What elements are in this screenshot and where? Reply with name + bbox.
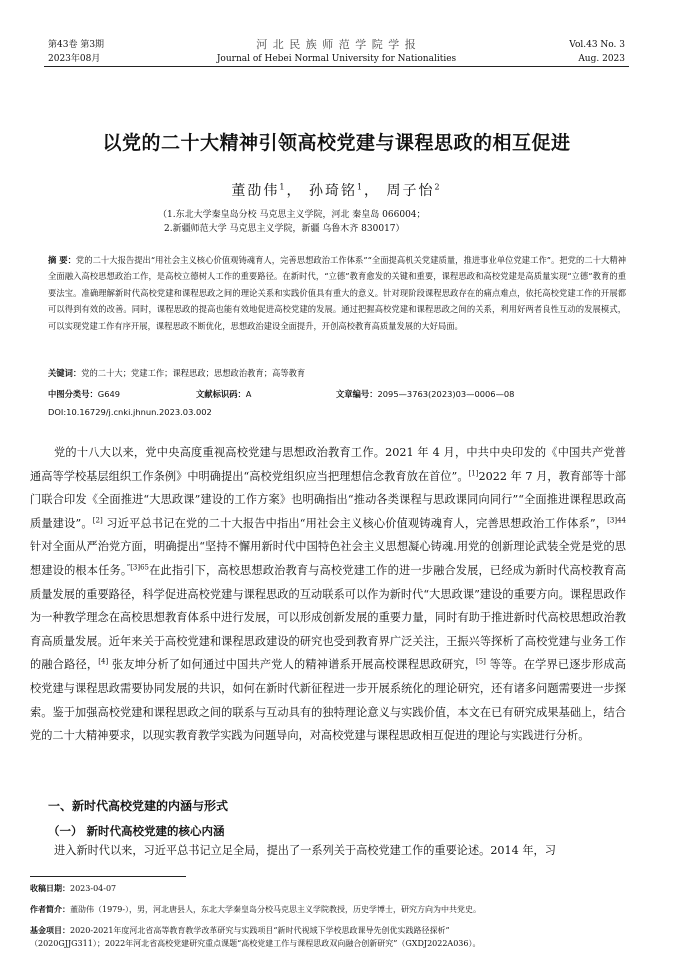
- journal-volume-en: [569, 38, 625, 66]
- fund-label: 基金项目：: [30, 926, 70, 935]
- doc-code-value: A: [245, 389, 252, 399]
- body-paragraph: 进入新时代以来，习近平总书记立足全局，提出了一系列关于高校党建工作的重要论述。2014 年，习: [54, 844, 556, 857]
- author-list: [0, 180, 673, 200]
- intro-body: [30, 441, 626, 748]
- citation: [1]: [468, 468, 479, 477]
- issue-date: 2023年08月: [48, 54, 101, 64]
- section-heading: 一、新时代高校党建的内涵与形式: [48, 799, 229, 813]
- author-bio: 董劭伟（1979-），男，河北唐县人，东北大学秦皇岛分校马克思主义学院教授，历史学博士，研究方向为中共党史。: [70, 905, 482, 914]
- author-affil-mark: 1: [279, 182, 287, 192]
- received-date: 2023-04-07: [70, 884, 117, 893]
- citation: ”[3]65: [126, 563, 150, 572]
- article-number: [336, 388, 514, 400]
- subsection-heading: （一） 新时代高校党建的核心内涵: [48, 824, 225, 838]
- journal-name-en: Journal of Hebei Normal University for Nationalities: [216, 54, 457, 64]
- doc-code-label: 文献标识码：: [196, 389, 246, 399]
- article-number-value: 2095—3763(2023)03—0006—08: [377, 389, 515, 399]
- citation: [5]: [475, 657, 486, 666]
- section-body: [30, 841, 626, 861]
- body-text: 针对全面从严治党方面，明确提出“坚持不懈用新时代中国特色社会主义思想凝心铸魂.用党的创新理论武装全党是党的思想建设的根本任务。: [30, 540, 626, 577]
- affiliations: [158, 208, 426, 236]
- author-bio-label: 作者简介：: [30, 905, 70, 914]
- body-text: 2022 年 7 月，教育部等十部门联合印发《全面推进“大思政课”建设的工作方案》也明确指出“推动各类课程与思政课同向同行”“全面推进课程思政高质量建设”。: [30, 469, 626, 530]
- affiliation-1: （1.东北大学秦皇岛分校 马克思主义学院，河北 秦皇岛 066004；: [158, 210, 426, 220]
- clc-value: G649: [97, 389, 121, 399]
- abstract-text: 党的二十大报告提出“用社会主义核心价值观铸魂育人，完善思想政治工作体系”“全面提高机关党建质量，推进事业单位党建工作”。把党的二十大精神全面融入高校思想政治工作，是高校立德树人工作的重要路径。在新时代，“立德”教育愈发的关键和重要，课程思政和高校党建是高质量实现“立德”教育的重要法宝。准确理解新时代高校党建和课程思政之间的理论关系和实践价值具有重大的意义。针对现阶段课程思政存在的痛点难点，依托高校党建工作的开展都可以得到有效的改善。同时，课程思政的提高也能有效地促进高校党建的发展。通过把握高校党建和课程思政之间的关系，利用好两者良性互动的发展模式，可以实现党建工作有序开展，课程思政不断优化，思想政治建设全面提升，开创高校教育高质量发展的大好局面。: [48, 255, 627, 331]
- intro-paragraph: [30, 441, 626, 748]
- citation: [3]44: [607, 516, 626, 525]
- author-name: 孙琦铭: [308, 183, 357, 199]
- footnote-author: [30, 903, 626, 916]
- keywords-label: 关键词：: [48, 368, 82, 378]
- body-text: 在此指引下，高校思想政治教育与高校党建工作的进一步融合发展，已经成为新时代高校教育高质量发展的重要路径，科学促进高校党建与课程思政的互动联系可以作为新时代“大思政课”建设的重要方向。课程思政作为一种教学理念在高校思想教育体系中进行发展，可以形成创新发展的重要力量，同时有助于推进新时代高校思想政治教育高质量发展。近年来关于高校党建和课程思政建设的研究也受到教育界广泛关注，王振兴等探析了高校党建与业务工作的融合路径，: [30, 563, 626, 672]
- body-text: 张友坤分析了如何通过中国共产党人的精神谱系开展高校课程思政研究，: [108, 658, 476, 672]
- body-text: 党的十八大以来，党中央高度重视高校党建与思想政治教育工作。2021 年 4 月，中共中央印发的《中国共产党普通高等学校基层组织工作条例》中明确提出“高校党组织应当把理想信念教育放在首位”。: [30, 446, 626, 483]
- volume-issue-en: Vol.43 No. 3: [569, 40, 625, 50]
- body-text: 习近平总书记在党的二十大报告中指出“用社会主义核心价值观铸魂育人，完善思想政治工作体系”，: [102, 516, 608, 530]
- author-affil-mark: 2: [434, 182, 442, 192]
- keywords: [48, 367, 305, 379]
- abstract-label: 摘 要：: [48, 255, 76, 265]
- author-separator: ，: [364, 183, 381, 199]
- clc-label: 中图分类号：: [48, 389, 98, 399]
- abstract: [48, 252, 626, 334]
- author-name: 周子怡: [386, 183, 435, 199]
- author-affil-mark: 1: [356, 182, 365, 192]
- fund-line-2: （2020GJJG311）；2022年河北省高校党建研究重点课题“高校党建工作与课程思政双向融合创新研究”（GXDJ2022A036）。: [30, 939, 481, 948]
- journal-name-cn: 河 北 民 族 师 范 学 院 学 报: [256, 38, 417, 51]
- body-text: 等等。在学界已逐步形成高校党建与课程思政需要协同发展的共识，如何在新时代新征程进一步开展系统化的理论研究，还有诸多问题需要进一步探索。鉴于加强高校党建和课程思政之间的联系与互动具有的独特理论意义与实践价值，本文在已有研究成果基础上，结合党的二十大精神要求，以现实教育教学实践为问题导向，对高校党建与课程思政相互促进的理论与实践进行分析。: [30, 658, 626, 743]
- article-title: 以党的二十大精神引领高校党建与课程思政的相互促进: [102, 132, 571, 154]
- document-code: [196, 388, 251, 400]
- footnote-fund: [30, 924, 626, 950]
- fund-line-1: 2020-2021年度河北省高等教育教学改革研究与实践项目“新时代视域下学校思政课导先创优实践路径探析”: [70, 926, 450, 935]
- header-rule: [44, 66, 629, 67]
- footnote-received: [30, 882, 626, 895]
- citation: [2]: [92, 516, 103, 525]
- volume-issue: 第43卷 第3期: [48, 40, 105, 50]
- author-separator: ，: [286, 183, 303, 199]
- article-number-label: 文章编号：: [336, 389, 378, 399]
- author-name: 董劭伟: [231, 183, 280, 199]
- doi: DOI:10.16729/j.cnki.jhnun.2023.03.002: [48, 407, 212, 417]
- citation: [4]: [98, 657, 109, 666]
- keywords-text: 党的二十大；党建工作；课程思政；思想政治教育；高等教育: [81, 368, 306, 378]
- footnote-rule: [30, 876, 186, 877]
- issue-date-en: Aug. 2023: [578, 54, 625, 64]
- received-label: 收稿日期：: [30, 884, 70, 893]
- clc-number: [48, 388, 120, 400]
- affiliation-2: 2.新疆师范大学 马克思主义学院，新疆 乌鲁木齐 830017）: [164, 224, 405, 234]
